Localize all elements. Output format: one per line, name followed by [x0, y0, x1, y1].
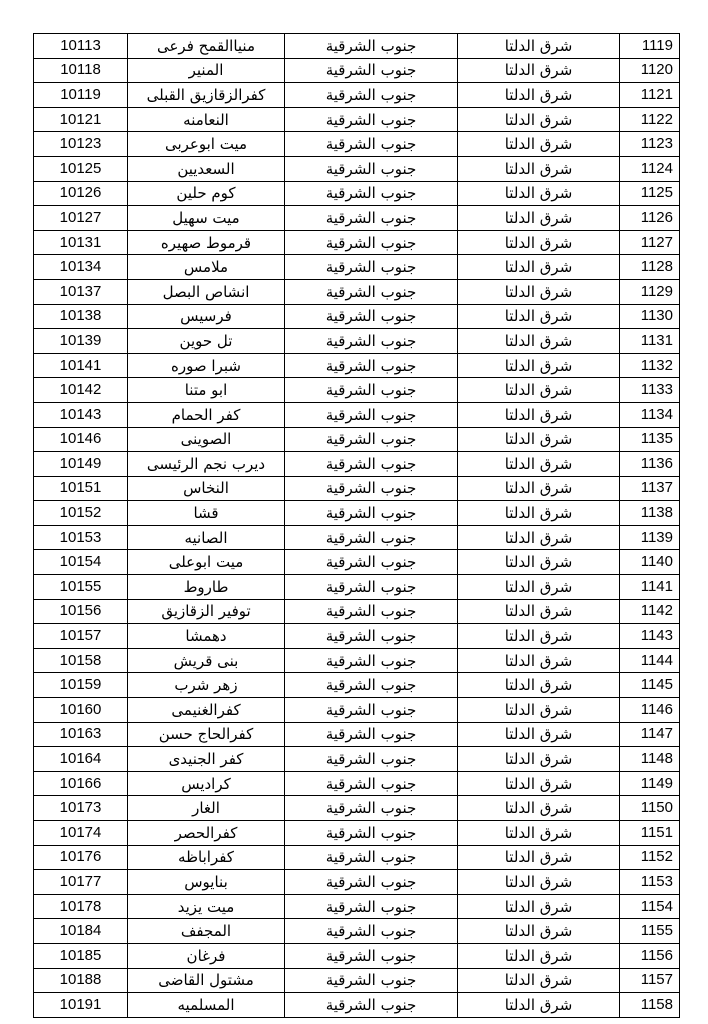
- serial-number-cell: 1140: [620, 550, 680, 575]
- region-cell: شرق الدلتا: [458, 575, 620, 600]
- table-row: [34, 427, 680, 452]
- serial-number-cell: 1134: [620, 402, 680, 427]
- table-row: [34, 402, 680, 427]
- region-cell: شرق الدلتا: [458, 156, 620, 181]
- governorate-cell: جنوب الشرقية: [285, 845, 458, 870]
- office-name-cell: كفر الحمام: [128, 402, 285, 427]
- office-name-cell: الصوينى: [128, 427, 285, 452]
- serial-number-cell: 1122: [620, 107, 680, 132]
- serial-number-cell: 1151: [620, 821, 680, 846]
- governorate-cell: جنوب الشرقية: [285, 771, 458, 796]
- governorate-cell: جنوب الشرقية: [285, 230, 458, 255]
- office-name-cell: الغار: [128, 796, 285, 821]
- serial-number-cell: 1135: [620, 427, 680, 452]
- table-row: [34, 919, 680, 944]
- serial-number-cell: 1129: [620, 279, 680, 304]
- table-row: [34, 968, 680, 993]
- region-cell: شرق الدلتا: [458, 181, 620, 206]
- governorate-cell: جنوب الشرقية: [285, 132, 458, 157]
- office-name-cell: شبرا صوره: [128, 353, 285, 378]
- table-row: [34, 230, 680, 255]
- serial-number-cell: 1130: [620, 304, 680, 329]
- office-code-cell: 10174: [34, 821, 128, 846]
- serial-number-cell: 1147: [620, 722, 680, 747]
- table-row: [34, 599, 680, 624]
- office-name-cell: دهمشا: [128, 624, 285, 649]
- governorate-cell: جنوب الشرقية: [285, 58, 458, 83]
- governorate-cell: جنوب الشرقية: [285, 943, 458, 968]
- office-name-cell: كفر الجنيدى: [128, 747, 285, 772]
- serial-number-cell: 1127: [620, 230, 680, 255]
- office-code-cell: 10137: [34, 279, 128, 304]
- governorate-cell: جنوب الشرقية: [285, 550, 458, 575]
- office-name-cell: كفرالحصر: [128, 821, 285, 846]
- office-name-cell: المسلميه: [128, 993, 285, 1018]
- governorate-cell: جنوب الشرقية: [285, 329, 458, 354]
- region-cell: شرق الدلتا: [458, 845, 620, 870]
- office-code-cell: 10142: [34, 378, 128, 403]
- serial-number-cell: 1137: [620, 476, 680, 501]
- office-code-cell: 10184: [34, 919, 128, 944]
- governorate-cell: جنوب الشرقية: [285, 107, 458, 132]
- serial-number-cell: 1119: [620, 34, 680, 59]
- region-cell: شرق الدلتا: [458, 747, 620, 772]
- serial-number-cell: 1126: [620, 206, 680, 231]
- office-code-cell: 10157: [34, 624, 128, 649]
- serial-number-cell: 1144: [620, 648, 680, 673]
- serial-number-cell: 1131: [620, 329, 680, 354]
- office-code-cell: 10119: [34, 83, 128, 108]
- office-name-cell: ديرب نجم الرئيسى: [128, 452, 285, 477]
- office-name-cell: تل حوين: [128, 329, 285, 354]
- serial-number-cell: 1123: [620, 132, 680, 157]
- serial-number-cell: 1136: [620, 452, 680, 477]
- office-name-cell: كفراباظه: [128, 845, 285, 870]
- office-name-cell: فرسيس: [128, 304, 285, 329]
- governorate-cell: جنوب الشرقية: [285, 796, 458, 821]
- office-code-cell: 10125: [34, 156, 128, 181]
- table-row: [34, 771, 680, 796]
- region-cell: شرق الدلتا: [458, 452, 620, 477]
- office-name-cell: انشاص البصل: [128, 279, 285, 304]
- region-cell: شرق الدلتا: [458, 107, 620, 132]
- office-code-cell: 10139: [34, 329, 128, 354]
- office-code-cell: 10118: [34, 58, 128, 83]
- table-row: [34, 353, 680, 378]
- serial-number-cell: 1125: [620, 181, 680, 206]
- region-cell: شرق الدلتا: [458, 402, 620, 427]
- table-row: [34, 796, 680, 821]
- office-code-cell: 10146: [34, 427, 128, 452]
- table-row: [34, 58, 680, 83]
- serial-number-cell: 1148: [620, 747, 680, 772]
- region-cell: شرق الدلتا: [458, 821, 620, 846]
- office-code-cell: 10178: [34, 894, 128, 919]
- table-row: [34, 894, 680, 919]
- governorate-cell: جنوب الشرقية: [285, 919, 458, 944]
- region-cell: شرق الدلتا: [458, 796, 620, 821]
- region-cell: شرق الدلتا: [458, 943, 620, 968]
- serial-number-cell: 1149: [620, 771, 680, 796]
- office-code-cell: 10176: [34, 845, 128, 870]
- table-row: [34, 304, 680, 329]
- office-code-cell: 10154: [34, 550, 128, 575]
- serial-number-cell: 1154: [620, 894, 680, 919]
- office-code-cell: 10188: [34, 968, 128, 993]
- region-cell: شرق الدلتا: [458, 255, 620, 280]
- office-name-cell: كوم حلين: [128, 181, 285, 206]
- region-cell: شرق الدلتا: [458, 329, 620, 354]
- table-row: [34, 550, 680, 575]
- serial-number-cell: 1150: [620, 796, 680, 821]
- office-code-cell: 10123: [34, 132, 128, 157]
- serial-number-cell: 1128: [620, 255, 680, 280]
- office-code-cell: 10141: [34, 353, 128, 378]
- serial-number-cell: 1152: [620, 845, 680, 870]
- governorate-cell: جنوب الشرقية: [285, 525, 458, 550]
- table-row: [34, 34, 680, 59]
- governorate-cell: جنوب الشرقية: [285, 870, 458, 895]
- region-cell: شرق الدلتا: [458, 599, 620, 624]
- office-code-cell: 10173: [34, 796, 128, 821]
- table-row: [34, 624, 680, 649]
- office-code-cell: 10149: [34, 452, 128, 477]
- governorate-cell: جنوب الشرقية: [285, 968, 458, 993]
- table-row: [34, 206, 680, 231]
- office-name-cell: المنير: [128, 58, 285, 83]
- region-cell: شرق الدلتا: [458, 550, 620, 575]
- governorate-cell: جنوب الشرقية: [285, 624, 458, 649]
- region-cell: شرق الدلتا: [458, 722, 620, 747]
- governorate-cell: جنوب الشرقية: [285, 181, 458, 206]
- table-row: [34, 821, 680, 846]
- serial-number-cell: 1124: [620, 156, 680, 181]
- governorate-cell: جنوب الشرقية: [285, 378, 458, 403]
- governorate-cell: جنوب الشرقية: [285, 722, 458, 747]
- office-code-cell: 10143: [34, 402, 128, 427]
- office-name-cell: كفرالغنيمى: [128, 698, 285, 723]
- table-row: [34, 83, 680, 108]
- region-cell: شرق الدلتا: [458, 870, 620, 895]
- region-cell: شرق الدلتا: [458, 673, 620, 698]
- region-cell: شرق الدلتا: [458, 501, 620, 526]
- serial-number-cell: 1143: [620, 624, 680, 649]
- office-name-cell: بنايوس: [128, 870, 285, 895]
- serial-number-cell: 1138: [620, 501, 680, 526]
- table-row: [34, 476, 680, 501]
- governorate-cell: جنوب الشرقية: [285, 673, 458, 698]
- table-row: [34, 525, 680, 550]
- office-code-cell: 10177: [34, 870, 128, 895]
- table-row: [34, 378, 680, 403]
- office-name-cell: النعامنه: [128, 107, 285, 132]
- office-name-cell: المجفف: [128, 919, 285, 944]
- region-cell: شرق الدلتا: [458, 648, 620, 673]
- table-row: [34, 870, 680, 895]
- office-name-cell: ميت يزيد: [128, 894, 285, 919]
- governorate-cell: جنوب الشرقية: [285, 156, 458, 181]
- serial-number-cell: 1141: [620, 575, 680, 600]
- region-cell: شرق الدلتا: [458, 968, 620, 993]
- office-name-cell: منياالقمح فرعى: [128, 34, 285, 59]
- office-name-cell: توفير الزقازيق: [128, 599, 285, 624]
- office-name-cell: مشتول القاضى: [128, 968, 285, 993]
- governorate-cell: جنوب الشرقية: [285, 402, 458, 427]
- governorate-cell: جنوب الشرقية: [285, 476, 458, 501]
- table-row: [34, 747, 680, 772]
- table-row: [34, 501, 680, 526]
- office-code-cell: 10156: [34, 599, 128, 624]
- table-row: [34, 255, 680, 280]
- table-row: [34, 156, 680, 181]
- governorate-cell: جنوب الشرقية: [285, 894, 458, 919]
- governorate-cell: جنوب الشرقية: [285, 206, 458, 231]
- table-row: [34, 722, 680, 747]
- office-name-cell: زهر شرب: [128, 673, 285, 698]
- office-code-cell: 10138: [34, 304, 128, 329]
- office-name-cell: كراديس: [128, 771, 285, 796]
- serial-number-cell: 1158: [620, 993, 680, 1018]
- region-cell: شرق الدلتا: [458, 771, 620, 796]
- table-row: [34, 107, 680, 132]
- office-name-cell: ميت سهيل: [128, 206, 285, 231]
- serial-number-cell: 1155: [620, 919, 680, 944]
- governorate-cell: جنوب الشرقية: [285, 452, 458, 477]
- office-code-cell: 10113: [34, 34, 128, 59]
- office-code-cell: 10121: [34, 107, 128, 132]
- table-row: [34, 673, 680, 698]
- governorate-cell: جنوب الشرقية: [285, 255, 458, 280]
- office-name-cell: ملامس: [128, 255, 285, 280]
- office-code-cell: 10158: [34, 648, 128, 673]
- post-office-table: [33, 33, 680, 1018]
- office-code-cell: 10185: [34, 943, 128, 968]
- region-cell: شرق الدلتا: [458, 525, 620, 550]
- governorate-cell: جنوب الشرقية: [285, 353, 458, 378]
- governorate-cell: جنوب الشرقية: [285, 427, 458, 452]
- table-row: [34, 698, 680, 723]
- region-cell: شرق الدلتا: [458, 206, 620, 231]
- region-cell: شرق الدلتا: [458, 476, 620, 501]
- office-code-cell: 10131: [34, 230, 128, 255]
- table-row: [34, 993, 680, 1018]
- serial-number-cell: 1146: [620, 698, 680, 723]
- office-code-cell: 10160: [34, 698, 128, 723]
- office-code-cell: 10166: [34, 771, 128, 796]
- region-cell: شرق الدلتا: [458, 993, 620, 1018]
- table-row: [34, 452, 680, 477]
- serial-number-cell: 1145: [620, 673, 680, 698]
- table-row: [34, 575, 680, 600]
- table-body: [34, 34, 680, 1018]
- office-name-cell: فرغان: [128, 943, 285, 968]
- region-cell: شرق الدلتا: [458, 378, 620, 403]
- serial-number-cell: 1139: [620, 525, 680, 550]
- office-code-cell: 10159: [34, 673, 128, 698]
- office-code-cell: 10127: [34, 206, 128, 231]
- region-cell: شرق الدلتا: [458, 624, 620, 649]
- region-cell: شرق الدلتا: [458, 58, 620, 83]
- table-row: [34, 132, 680, 157]
- region-cell: شرق الدلتا: [458, 353, 620, 378]
- office-name-cell: النخاس: [128, 476, 285, 501]
- office-code-cell: 10151: [34, 476, 128, 501]
- governorate-cell: جنوب الشرقية: [285, 83, 458, 108]
- table-row: [34, 943, 680, 968]
- table-row: [34, 279, 680, 304]
- region-cell: شرق الدلتا: [458, 34, 620, 59]
- region-cell: شرق الدلتا: [458, 919, 620, 944]
- office-name-cell: قرموط صهيره: [128, 230, 285, 255]
- office-code-cell: 10191: [34, 993, 128, 1018]
- office-name-cell: كفرالحاج حسن: [128, 722, 285, 747]
- governorate-cell: جنوب الشرقية: [285, 993, 458, 1018]
- table-row: [34, 181, 680, 206]
- region-cell: شرق الدلتا: [458, 304, 620, 329]
- governorate-cell: جنوب الشرقية: [285, 575, 458, 600]
- governorate-cell: جنوب الشرقية: [285, 648, 458, 673]
- governorate-cell: جنوب الشرقية: [285, 304, 458, 329]
- table-row: [34, 648, 680, 673]
- serial-number-cell: 1153: [620, 870, 680, 895]
- office-code-cell: 10152: [34, 501, 128, 526]
- office-code-cell: 10163: [34, 722, 128, 747]
- office-name-cell: بنى قريش: [128, 648, 285, 673]
- serial-number-cell: 1157: [620, 968, 680, 993]
- office-code-cell: 10134: [34, 255, 128, 280]
- region-cell: شرق الدلتا: [458, 427, 620, 452]
- governorate-cell: جنوب الشرقية: [285, 34, 458, 59]
- serial-number-cell: 1142: [620, 599, 680, 624]
- office-name-cell: ابو متنا: [128, 378, 285, 403]
- office-code-cell: 10153: [34, 525, 128, 550]
- office-name-cell: طاروط: [128, 575, 285, 600]
- office-name-cell: الصانيه: [128, 525, 285, 550]
- office-name-cell: السعديين: [128, 156, 285, 181]
- governorate-cell: جنوب الشرقية: [285, 821, 458, 846]
- region-cell: شرق الدلتا: [458, 698, 620, 723]
- table-row: [34, 845, 680, 870]
- governorate-cell: جنوب الشرقية: [285, 698, 458, 723]
- region-cell: شرق الدلتا: [458, 230, 620, 255]
- table-row: [34, 329, 680, 354]
- office-name-cell: ميت ابوعلى: [128, 550, 285, 575]
- serial-number-cell: 1120: [620, 58, 680, 83]
- office-name-cell: قشا: [128, 501, 285, 526]
- serial-number-cell: 1133: [620, 378, 680, 403]
- office-name-cell: كفرالزقازيق القبلى: [128, 83, 285, 108]
- governorate-cell: جنوب الشرقية: [285, 279, 458, 304]
- office-code-cell: 10164: [34, 747, 128, 772]
- serial-number-cell: 1132: [620, 353, 680, 378]
- region-cell: شرق الدلتا: [458, 894, 620, 919]
- office-code-cell: 10126: [34, 181, 128, 206]
- region-cell: شرق الدلتا: [458, 83, 620, 108]
- governorate-cell: جنوب الشرقية: [285, 501, 458, 526]
- serial-number-cell: 1156: [620, 943, 680, 968]
- region-cell: شرق الدلتا: [458, 279, 620, 304]
- office-name-cell: ميت ابوعربى: [128, 132, 285, 157]
- office-code-cell: 10155: [34, 575, 128, 600]
- region-cell: شرق الدلتا: [458, 132, 620, 157]
- governorate-cell: جنوب الشرقية: [285, 599, 458, 624]
- serial-number-cell: 1121: [620, 83, 680, 108]
- governorate-cell: جنوب الشرقية: [285, 747, 458, 772]
